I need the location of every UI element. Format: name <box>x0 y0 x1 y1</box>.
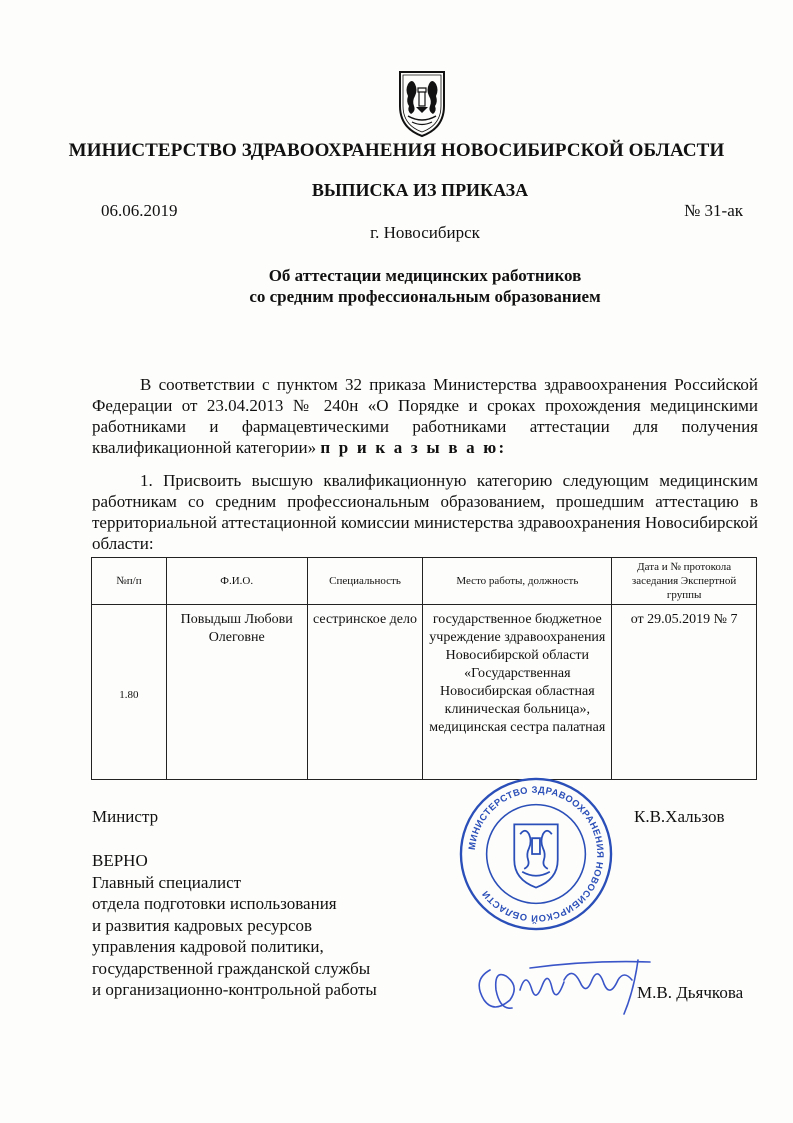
row-protocol: от 29.05.2019 № 7 <box>612 605 757 780</box>
document-title: ВЫПИСКА ИЗ ПРИКАЗА <box>311 180 529 200</box>
certification-block <box>92 850 377 1001</box>
cert-line: отдела подготовки использования <box>92 894 337 913</box>
order-word: п р и к а з ы в а ю: <box>320 438 507 457</box>
col-header-specialty: Специальность <box>307 558 423 605</box>
row-name: Повыдыш Любови Олеговне <box>166 605 307 780</box>
row-number: 1.80 <box>92 605 167 780</box>
col-header-protocol: Дата и № протокола заседания Экспертной группы <box>612 558 757 605</box>
order-subject <box>0 265 793 307</box>
col-header-workplace: Место работы, должность <box>423 558 612 605</box>
preamble-paragraph <box>92 374 758 458</box>
subject-line-2: со средним профессиональным образованием <box>249 287 601 306</box>
cert-line: государственной гражданской службы <box>92 958 371 978</box>
handwritten-signature <box>460 950 670 1020</box>
ministry-heading: МИНИСТЕРСТВО ЗДРАВООХРАНЕНИЯ НОВОСИБИРСКОЙ ОБЛАСТИ <box>68 140 725 161</box>
svg-text:МИНИСТЕРСТВО ЗДРАВООХРАНЕНИЯ Н: МИНИСТЕРСТВО ЗДРАВООХРАНЕНИЯ НОВОСИБИРСКОЙ ОБЛАСТИ <box>466 784 606 924</box>
official-stamp <box>457 775 615 933</box>
order-number: № 31-ак <box>684 201 743 220</box>
order-item-paragraph: 1. Присвоить высшую квалификационную категорию следующим медицинским работникам со средним профессиональным образованием, прошедшим аттестацию в территориальной аттестационной комиссии министерства здравоохранения Новосибирской области: <box>92 471 758 553</box>
minister-label: Министр <box>92 807 159 826</box>
preamble-text: В соответствии с пунктом 32 приказа Министерства здравоохранения Российской Федерации от 23.04.2013 № 240н «О Порядке и сроках прохождения медицинскими работниками и фармацевтическими работниками аттестации для получения квалификационной категории» <box>92 375 758 457</box>
cert-line: управления кадровой политики, <box>92 937 324 956</box>
order-date: 06.06.2019 <box>101 201 178 220</box>
cert-line: Главный специалист <box>92 872 242 892</box>
col-header-name: Ф.И.О. <box>166 558 307 605</box>
row-specialty: сестринское дело <box>307 605 423 780</box>
attestation-table <box>91 557 757 780</box>
cert-line: ВЕРНО <box>92 851 148 870</box>
cert-line: и развития кадровых ресурсов <box>92 915 313 935</box>
cert-line: и организационно-контрольной работы <box>92 980 377 999</box>
city: г. Новосибирск <box>370 223 480 242</box>
coat-of-arms-icon <box>386 66 458 138</box>
specialist-name: М.В. Дьячкова <box>637 983 744 1002</box>
col-header-number: №п/п <box>92 558 167 605</box>
row-workplace: государственное бюджетное учреждение здравоохранения Новосибирской области «Государственная Новосибирская областная клиническая больница», медицинская сестра палатная <box>423 605 612 780</box>
subject-line-1: Об аттестации медицинских работников <box>268 266 582 285</box>
minister-name: К.В.Хальзов <box>634 807 725 826</box>
table-row <box>92 605 757 780</box>
table-header-row <box>92 558 757 605</box>
